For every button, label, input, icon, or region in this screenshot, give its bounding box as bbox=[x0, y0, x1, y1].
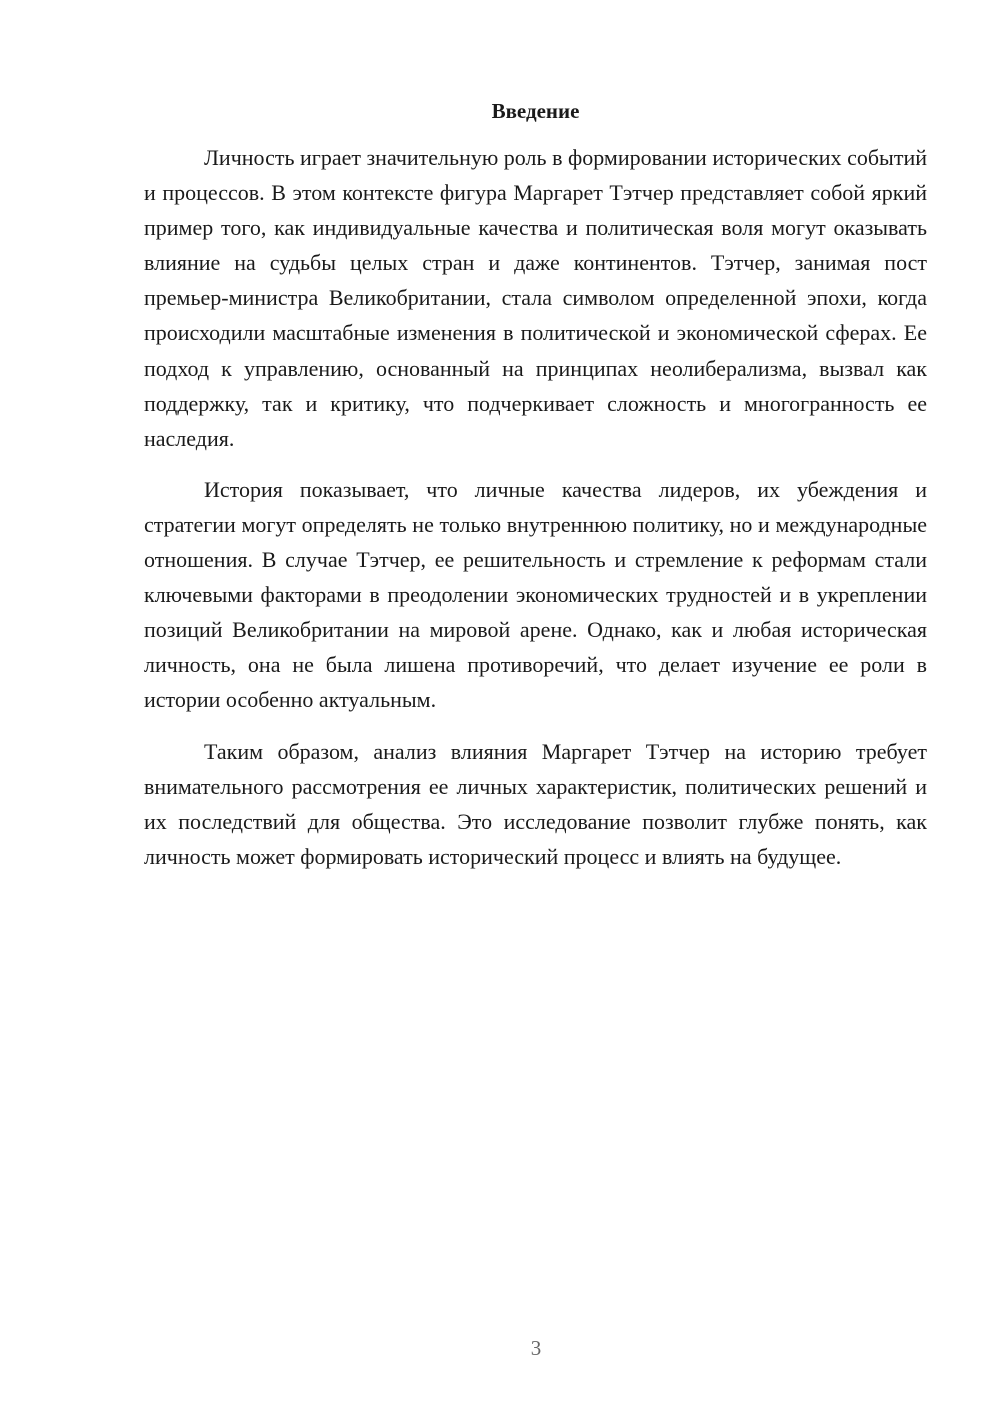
paragraph-3: Таким образом, анализ влияния Маргарет Тэтчер на историю требует внимательного рассмотрения ее личных характеристик, политических решений и их последствий для общества. Это исследование позволит глубже понять, как личность может формировать исторический процесс и влиять на будущее. bbox=[144, 738, 927, 869]
paragraph-2: История показывает, что личные качества лидеров, их убеждения и стратегии могут определять не только внутреннюю политику, но и международные отношения. В случае Тэтчер, ее решительность и стремление к реформам стали ключевыми факторами в преодолении экономических трудностей и в укреплении позиций Великобритании на мировой арене. Однако, как и любая историческая личность, она не была лишена противоречий, что делает изучение ее роли в истории особенно актуальным. bbox=[144, 476, 927, 713]
section-heading: Введение bbox=[491, 99, 580, 123]
paragraph-1: Личность играет значительную роль в формировании исторических событий и процессов. В этом контексте фигура Маргарет Тэтчер представляет собой яркий пример того, как индивидуальные качества и политическая воля могут оказывать влияние на судьбы целых стран и даже континентов. Тэтчер, занимая пост премьер-министра Великобритании, стала символом определенной эпохи, когда происходили масштабные изменения в политической и экономической сферах. Ее подход к управлению, основанный на принципах неолиберализма, вызвал как поддержку, так и критику, что подчеркивает сложность и многогранность ее наследия. bbox=[144, 145, 927, 451]
page-number: 3 bbox=[530, 1336, 542, 1360]
page-content bbox=[144, 95, 927, 890]
